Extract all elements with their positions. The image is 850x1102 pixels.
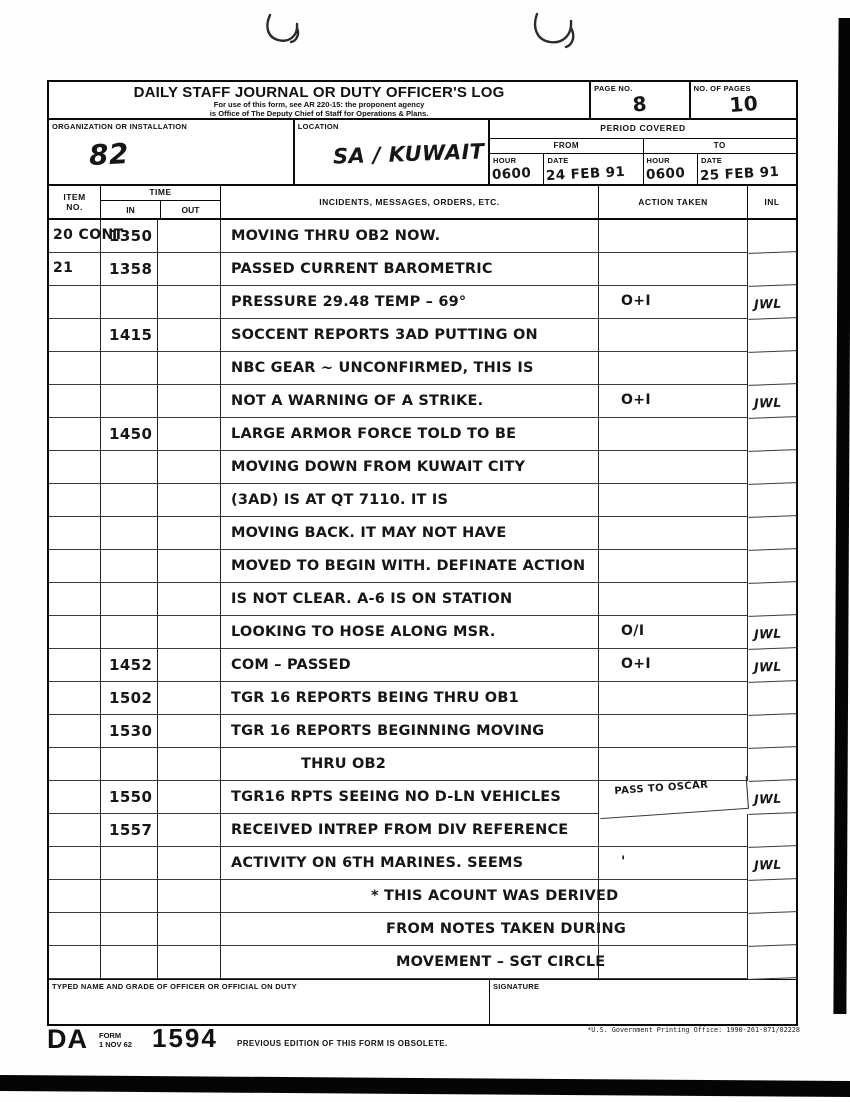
time-out-cell — [158, 583, 221, 616]
time-out-cell — [158, 517, 221, 550]
from-date-cell — [544, 154, 643, 184]
table-row — [49, 847, 796, 880]
action-taken-cell — [599, 451, 748, 484]
initials-cell: JWL — [747, 846, 796, 881]
location-label: LOCATION — [297, 122, 339, 131]
table-row — [49, 385, 796, 418]
time-in-cell — [101, 847, 158, 880]
initials-cell: JWL — [747, 780, 796, 815]
in-header: IN — [101, 201, 161, 218]
initials-cell — [747, 747, 796, 782]
time-out-cell — [158, 880, 221, 913]
action-taken-cell — [599, 946, 748, 979]
time-out-cell — [158, 616, 221, 649]
item-no-cell — [49, 352, 101, 385]
time-in-cell: 1350 — [101, 220, 158, 253]
table-row — [49, 451, 796, 484]
time-out-cell — [158, 682, 221, 715]
initials-cell — [747, 351, 796, 386]
time-in-cell — [101, 517, 158, 550]
initials-cell — [747, 417, 796, 452]
from-hour-value: 0600 — [491, 164, 532, 184]
item-no-cell — [49, 286, 101, 319]
action-taken-cell: PASS TO OSCAR — [598, 776, 749, 819]
table-row — [49, 253, 796, 286]
gpo-print-note: *U.S. Government Printing Office: 1990-261-871/02228 — [587, 1026, 800, 1034]
initials-cell — [747, 681, 796, 716]
action-taken-cell — [599, 484, 748, 517]
initials-cell — [747, 813, 796, 848]
action-taken-cell — [599, 517, 748, 550]
time-in-cell — [101, 352, 158, 385]
da-designator: DA — [47, 1024, 88, 1054]
hour-date-row — [490, 154, 796, 184]
time-in-cell: 1550 — [101, 781, 158, 814]
time-out-cell — [158, 385, 221, 418]
form-footer — [47, 1024, 800, 1064]
table-row — [49, 814, 796, 847]
time-out-cell — [158, 319, 221, 352]
incident-text-cell: PRESSURE 29.48 TEMP – 69° — [221, 286, 599, 319]
to-hour-cell — [644, 154, 698, 184]
typed-name-cell — [49, 980, 490, 1024]
incident-text-cell: TGR 16 REPORTS BEING THRU OB1 — [221, 682, 599, 715]
time-in-cell — [101, 946, 158, 979]
page-no-cell — [591, 82, 690, 118]
to-date-cell — [698, 154, 796, 184]
time-in-cell — [101, 616, 158, 649]
action-taken-cell — [599, 682, 748, 715]
form-word: FORM — [99, 1031, 122, 1040]
action-taken-cell — [599, 715, 748, 748]
time-header-label: TIME — [101, 186, 220, 201]
time-out-cell — [158, 847, 221, 880]
item-header-line2: NO. — [66, 202, 83, 212]
location-cell — [295, 120, 490, 184]
initials-cell — [747, 945, 796, 980]
action-taken-cell: ' — [599, 847, 748, 880]
from-date-label: DATE — [547, 156, 569, 165]
item-header-line1: ITEM — [63, 191, 86, 202]
table-row — [49, 880, 796, 913]
title-block — [49, 82, 591, 118]
time-in-cell: 1450 — [101, 418, 158, 451]
incident-text-cell: LARGE ARMOR FORCE TOLD TO BE — [221, 418, 599, 451]
no-of-pages-label: NO. OF PAGES — [693, 84, 751, 93]
form-header-row — [49, 82, 796, 120]
table-row — [49, 682, 796, 715]
item-no-cell — [49, 847, 101, 880]
item-no-cell — [49, 913, 101, 946]
item-no-cell: 20 CONT — [49, 220, 101, 253]
time-out-cell — [158, 418, 221, 451]
obsolete-note: PREVIOUS EDITION OF THIS FORM IS OBSOLETE. — [237, 1039, 448, 1048]
action-taken-cell — [599, 880, 748, 913]
time-out-cell — [158, 715, 221, 748]
time-out-cell — [158, 814, 221, 847]
from-label: FROM — [490, 139, 644, 153]
organization-label: ORGANIZATION OR INSTALLATION — [52, 122, 188, 131]
action-taken-header: ACTION TAKEN — [599, 186, 748, 218]
scan-edge-bar-right — [833, 18, 850, 1014]
table-row — [49, 715, 796, 748]
item-no-cell — [49, 616, 101, 649]
time-in-cell — [101, 451, 158, 484]
table-row — [49, 649, 796, 682]
time-header — [101, 186, 221, 218]
action-taken-cell — [599, 253, 748, 286]
to-label: TO — [713, 141, 726, 150]
incident-text-cell: MOVING DOWN FROM KUWAIT CITY — [221, 451, 599, 484]
item-no-cell — [49, 550, 101, 583]
table-row — [49, 748, 796, 781]
time-in-cell — [101, 286, 158, 319]
incident-text-cell: TGR 16 REPORTS BEGINNING MOVING — [221, 715, 599, 748]
item-no-cell — [49, 484, 101, 517]
time-out-cell — [158, 352, 221, 385]
time-in-cell — [101, 484, 158, 517]
incident-text-cell: LOOKING TO HOSE ALONG MSR. — [221, 616, 599, 649]
from-hour-label: HOUR — [493, 156, 517, 165]
time-in-cell — [101, 385, 158, 418]
table-row — [49, 550, 796, 583]
incidents-header: INCIDENTS, MESSAGES, ORDERS, ETC. — [221, 186, 599, 218]
incident-text-cell: MOVING BACK. IT MAY NOT HAVE — [221, 517, 599, 550]
action-taken-cell — [599, 550, 748, 583]
initials-cell — [747, 318, 796, 353]
action-taken-cell: O+I — [599, 649, 748, 682]
item-no-cell — [49, 583, 101, 616]
initials-cell: JWL — [747, 648, 796, 683]
org-location-period-row — [49, 120, 796, 186]
time-out-cell — [158, 781, 221, 814]
item-no-cell — [49, 451, 101, 484]
item-no-cell — [49, 649, 101, 682]
table-row — [49, 616, 796, 649]
initials-cell — [747, 714, 796, 749]
item-no-cell — [49, 418, 101, 451]
incident-text-cell: MOVED TO BEGIN WITH. DEFINATE ACTION — [221, 550, 599, 583]
item-no-cell — [49, 880, 101, 913]
initials-cell — [747, 516, 796, 551]
incident-text-cell: MOVING THRU OB2 NOW. — [221, 220, 599, 253]
column-header-row — [49, 186, 796, 220]
table-row — [49, 352, 796, 385]
table-row — [49, 319, 796, 352]
table-row — [49, 946, 796, 979]
action-taken-cell — [599, 418, 748, 451]
time-out-cell — [158, 913, 221, 946]
to-date-label: DATE — [700, 156, 723, 165]
form-subtitle-line1: For use of this form, see AR 220-15: the proponent agency — [213, 100, 425, 109]
time-in-cell — [101, 913, 158, 946]
time-in-cell — [101, 583, 158, 616]
scan-curl-mark-right — [530, 8, 582, 50]
action-taken-cell: O+I — [599, 385, 748, 418]
incident-text-cell: NOT A WARNING OF A STRIKE. — [221, 385, 599, 418]
item-no-cell — [49, 781, 101, 814]
journal-entries — [49, 220, 796, 979]
table-row — [49, 286, 796, 319]
from-date-value: 24 FEB 91 — [546, 163, 627, 185]
form-title: DAILY STAFF JOURNAL OR DUTY OFFICER'S LOG — [133, 84, 505, 101]
time-in-cell: 1502 — [101, 682, 158, 715]
action-taken-cell: O/I — [599, 616, 748, 649]
item-no-cell — [49, 385, 101, 418]
form-edition-block — [99, 1031, 132, 1049]
table-row — [49, 781, 796, 814]
to-hour-value: 0600 — [645, 164, 686, 184]
no-of-pages-cell — [691, 82, 796, 118]
table-row — [49, 220, 796, 253]
time-out-cell — [158, 649, 221, 682]
scan-curl-mark-left — [262, 12, 304, 46]
incident-text-cell: THRU OB2 — [221, 748, 599, 781]
out-header: OUT — [181, 204, 200, 215]
action-taken-cell: O+I — [599, 286, 748, 319]
time-out-cell — [158, 451, 221, 484]
incident-text-cell: NBC GEAR ~ UNCONFIRMED, THIS IS — [221, 352, 599, 385]
scan-edge-bar-bottom — [0, 1075, 850, 1097]
incident-text-cell: SOCCENT REPORTS 3AD PUTTING ON — [221, 319, 599, 352]
to-hour-label: HOUR — [646, 156, 670, 165]
item-no-cell — [49, 715, 101, 748]
organization-cell — [49, 120, 295, 184]
time-out-cell — [158, 550, 221, 583]
time-out-cell — [158, 748, 221, 781]
item-no-cell — [49, 517, 101, 550]
page-no-label: PAGE NO. — [594, 84, 633, 93]
incident-text-cell: IS NOT CLEAR. A-6 IS ON STATION — [221, 583, 599, 616]
initials-cell — [747, 549, 796, 584]
action-taken-cell — [599, 748, 748, 781]
action-taken-cell — [599, 319, 748, 352]
period-covered-cell — [490, 120, 796, 184]
time-out-cell — [158, 286, 221, 319]
page-no-value: 8 — [631, 91, 648, 117]
initials-cell — [747, 483, 796, 518]
initials-cell — [747, 912, 796, 947]
form-subtitle-line2: is Office of The Deputy Chief of Staff for Operations & Plans. — [209, 108, 429, 118]
initials-cell: JWL — [747, 384, 796, 419]
incident-text-cell: MOVEMENT – SGT CIRCLE — [221, 946, 599, 979]
time-in-cell: 1415 — [101, 319, 158, 352]
from-to-row — [490, 139, 796, 154]
form-edition-date: 1 NOV 62 — [99, 1040, 132, 1049]
da-form-1594 — [47, 80, 798, 1026]
initials-cell — [747, 450, 796, 485]
initials-cell: JWL — [747, 615, 796, 650]
typed-name-label: TYPED NAME AND GRADE OF OFFICER OR OFFICIAL ON DUTY — [52, 982, 297, 991]
incident-text-cell: ACTIVITY ON 6TH MARINES. SEEMS — [221, 847, 599, 880]
incident-text-cell: COM – PASSED — [221, 649, 599, 682]
incident-text-cell: (3AD) IS AT QT 7110. IT IS — [221, 484, 599, 517]
action-taken-cell — [599, 352, 748, 385]
initials-cell — [747, 879, 796, 914]
period-covered-label: PERIOD COVERED — [490, 120, 796, 139]
in-out-headers — [101, 201, 220, 218]
item-no-cell: 21 — [49, 253, 101, 286]
action-taken-cell — [599, 814, 748, 847]
incident-text-cell: PASSED CURRENT BAROMETRIC — [221, 253, 599, 286]
table-row — [49, 517, 796, 550]
initials-cell — [747, 252, 796, 287]
to-date-value: 25 FEB 91 — [699, 163, 780, 185]
incident-text-cell: RECEIVED INTREP FROM DIV REFERENCE — [221, 814, 599, 847]
time-in-cell: 1358 — [101, 253, 158, 286]
time-out-cell — [158, 253, 221, 286]
item-no-cell — [49, 682, 101, 715]
time-in-cell: 1452 — [101, 649, 158, 682]
time-out-cell — [158, 484, 221, 517]
table-row — [49, 484, 796, 517]
inl-header: INL — [764, 197, 780, 207]
table-row — [49, 913, 796, 946]
action-taken-cell — [599, 583, 748, 616]
item-no-header — [49, 186, 101, 218]
signature-cell — [490, 980, 796, 1024]
item-no-cell — [49, 946, 101, 979]
location-value: SA / KUWAIT — [332, 139, 485, 169]
initials-cell — [747, 219, 796, 254]
item-no-cell — [49, 319, 101, 352]
form-number: 1594 — [152, 1023, 218, 1053]
organization-value: 82 — [88, 136, 130, 173]
initials-cell — [747, 582, 796, 617]
time-out-cell — [158, 946, 221, 979]
time-in-cell: 1557 — [101, 814, 158, 847]
incident-text-cell: TGR16 RPTS SEEING NO D-LN VEHICLES — [221, 781, 599, 814]
from-hour-cell — [490, 154, 544, 184]
time-in-cell — [101, 748, 158, 781]
signature-row — [49, 979, 796, 1024]
action-taken-cell — [599, 220, 748, 253]
initials-cell: JWL — [747, 285, 796, 320]
incident-text-cell: * THIS ACOUNT WAS DERIVED — [221, 880, 599, 913]
no-of-pages-value: 10 — [728, 91, 759, 117]
item-no-cell — [49, 748, 101, 781]
incident-text-cell: FROM NOTES TAKEN DURING — [221, 913, 599, 946]
time-in-cell — [101, 880, 158, 913]
time-in-cell — [101, 550, 158, 583]
table-row — [49, 418, 796, 451]
signature-label: SIGNATURE — [493, 982, 540, 991]
time-out-cell — [158, 220, 221, 253]
item-no-cell — [49, 814, 101, 847]
table-row — [49, 583, 796, 616]
time-in-cell: 1530 — [101, 715, 158, 748]
